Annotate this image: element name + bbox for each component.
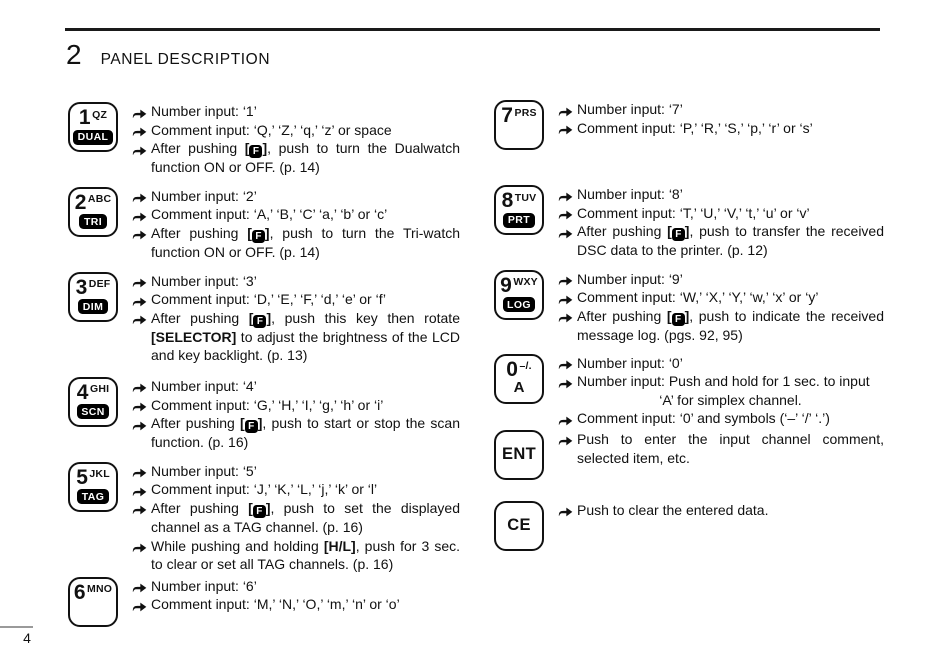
f-key-icon: F <box>245 420 258 433</box>
keycap-badge: TRI <box>79 214 106 229</box>
keycap-sub: A <box>513 378 525 396</box>
keycap-letters: PRS <box>514 106 537 119</box>
bullet-arrow-icon <box>132 294 147 307</box>
keycap-letters: GHI <box>89 383 110 396</box>
key-bullet-list <box>558 501 884 520</box>
keycap-6 <box>68 577 118 627</box>
bullet-arrow-icon <box>132 209 147 222</box>
f-key-icon: F <box>253 505 266 518</box>
bullet-item: Comment input: ‘T,’ ‘U,’ ‘V,’ ‘t,’ ‘u’ or ‘v’ <box>558 204 884 223</box>
keycap-digit: 9 <box>500 273 512 297</box>
bullet-item: Comment input: ‘M,’ ‘N,’ ‘O,’ ‘m,’ ‘n’ or ‘o’ <box>132 595 460 614</box>
bullet-item: Number input: ‘0’ <box>558 354 884 373</box>
bullet-arrow-icon <box>558 504 573 517</box>
bullet-arrow-icon <box>132 399 147 412</box>
chapter-number: 2 <box>66 39 82 70</box>
bullet-item: Number input: ‘6’ <box>132 577 460 596</box>
keycap-ent <box>494 430 544 480</box>
bullet-item: Comment input: ‘A,’ ‘B,’ ‘C’ ‘a,’ ‘b’ or ‘c’ <box>132 205 460 224</box>
bullet-item: While pushing and holding [H/L], push for 3 sec. to clear or set all TAG channels. (p. 16) <box>132 537 460 574</box>
bullet-arrow-icon <box>132 124 147 137</box>
key-description-row <box>68 577 460 629</box>
bullet-item: Comment input: ‘J,’ ‘K,’ ‘L,’ ‘j,’ ‘k’ or ‘l’ <box>132 480 460 499</box>
key-description-row <box>494 185 884 260</box>
f-key-icon: F <box>253 315 266 328</box>
bullet-arrow-icon <box>558 207 573 220</box>
keycap-digit: 0 <box>506 357 518 381</box>
keycap-digit: 4 <box>76 380 89 404</box>
keycap-letters: TUV <box>514 191 537 204</box>
key-bullet-list <box>132 577 460 614</box>
bullet-arrow-icon <box>132 599 147 612</box>
f-key-icon: F <box>252 230 265 243</box>
key-bullet-list <box>132 377 460 452</box>
bullet-item: After pushing [ F ], push to turn the Dualwatch function ON or OFF. (p. 14) <box>132 139 460 177</box>
keycap-top <box>502 190 537 211</box>
keycap-letters: JKL <box>89 468 110 481</box>
key-description-row <box>68 272 460 365</box>
bullet-arrow-icon <box>558 226 573 239</box>
keycap-digit: 3 <box>75 275 88 299</box>
key-description-row <box>68 377 460 452</box>
bullet-item: Comment input: ‘W,’ ‘X,’ ‘Y,’ ‘w,’ ‘x’ or ‘y’ <box>558 288 884 307</box>
bullet-arrow-icon <box>558 273 573 286</box>
f-key-icon: F <box>672 228 685 241</box>
bullet-item: After pushing [ F ], push to start or stop the scan function. (p. 16) <box>132 414 460 452</box>
bullet-item: Comment input: ‘P,’ ‘R,’ ‘S,’ ‘p,’ ‘r’ or ‘s’ <box>558 119 884 138</box>
keycap-7 <box>494 100 544 150</box>
bullet-arrow-icon <box>132 106 147 119</box>
keycap-5 <box>68 462 118 512</box>
footer-rule <box>0 626 33 628</box>
f-key-icon: F <box>249 145 262 158</box>
key-bullet-list <box>132 462 460 574</box>
bullet-arrow-icon <box>558 292 573 305</box>
bullet-arrow-icon <box>558 413 573 426</box>
keycap-digit: 8 <box>501 189 514 212</box>
bullet-arrow-icon <box>132 502 147 515</box>
key-bullet-list <box>558 270 884 345</box>
chapter-heading <box>66 40 270 70</box>
bullet-arrow-icon <box>558 376 573 389</box>
bullet-item: Push to clear the entered data. <box>558 501 884 520</box>
bullet-arrow-icon <box>558 357 573 370</box>
bullet-arrow-icon <box>558 189 573 202</box>
bullet-item: After pushing [ F ], push to transfer the received DSC data to the printer. (p. 12) <box>558 222 884 260</box>
bullet-item: Number input: ‘5’ <box>132 462 460 481</box>
keycap-8 <box>494 185 544 235</box>
key-bullet-list <box>132 102 460 177</box>
keycap-top <box>506 359 531 380</box>
bullet-item: Number input: ‘9’ <box>558 270 884 289</box>
bullet-item: After pushing [ F ], push to turn the Tri-watch function ON or OFF. (p. 14) <box>132 224 460 262</box>
keycap-digit: 6 <box>73 580 86 604</box>
key-column-right <box>494 100 884 563</box>
bullet-item: Number input: Push and hold for 1 sec. to input ‘A’ for simplex channel. <box>558 372 884 409</box>
bullet-arrow-icon <box>558 104 573 117</box>
keycap-top <box>77 382 109 403</box>
keycap-1 <box>68 102 118 152</box>
keycap-digit: 7 <box>501 104 513 127</box>
header-rule <box>65 28 880 31</box>
keycap-top <box>74 582 112 603</box>
bullet-arrow-icon <box>132 484 147 497</box>
keycap-label: CE <box>507 516 531 535</box>
page-number: 4 <box>23 630 31 646</box>
keycap-letters: QZ <box>92 108 108 121</box>
keycap-letters: DEF <box>88 278 111 291</box>
keycap-digit: 5 <box>76 465 88 489</box>
bullet-item: Comment input: ‘D,’ ‘E,’ ‘F,’ ‘d,’ ‘e’ or ‘f’ <box>132 290 460 309</box>
keycap-badge: DUAL <box>73 130 113 145</box>
key-description-row <box>494 354 884 428</box>
bullet-arrow-icon <box>132 540 147 553</box>
bullet-arrow-icon <box>132 143 147 156</box>
keycap-badge: TAG <box>77 489 109 504</box>
keycap-top <box>500 275 538 296</box>
keycap-badge: PRT <box>503 213 534 228</box>
key-description-row <box>68 187 460 262</box>
page-title: PANEL DESCRIPTION <box>100 51 271 68</box>
bullet-item: After pushing [ F ], push to set the displayed channel as a TAG channel. (p. 16) <box>132 499 460 537</box>
key-bullet-list <box>558 354 884 428</box>
keycap-letters: WXY <box>513 276 538 289</box>
bullet-item: Number input: ‘4’ <box>132 377 460 396</box>
bullet-item: Comment input: ‘Q,’ ‘Z,’ ‘q,’ ‘z’ or space <box>132 121 460 140</box>
bullet-arrow-icon <box>132 312 147 325</box>
bullet-item: Number input: ‘1’ <box>132 102 460 121</box>
keycap-badge: LOG <box>503 297 536 312</box>
key-description-row <box>494 270 884 345</box>
keycap-badge: DIM <box>78 299 107 314</box>
bullet-item: Comment input: ‘G,’ ‘H,’ ‘I,’ ‘g,’ ‘h’ or ‘i’ <box>132 396 460 415</box>
key-description-row <box>494 501 884 553</box>
keycap-label: ENT <box>502 445 536 464</box>
key-bullet-list <box>558 185 884 260</box>
bullet-item: Number input: ‘3’ <box>132 272 460 291</box>
keycap-3 <box>68 272 118 322</box>
keycap-top <box>501 105 536 126</box>
bullet-arrow-icon <box>132 275 147 288</box>
bullet-arrow-icon <box>558 310 573 323</box>
bullet-item: Comment input: ‘0’ and symbols (‘–’ ‘/’ ‘.’) <box>558 409 884 428</box>
bullet-arrow-icon <box>558 122 573 135</box>
bullet-item: Number input: ‘2’ <box>132 187 460 206</box>
keycap-top <box>75 192 112 213</box>
bullet-item: Push to enter the input channel comment, selected item, etc. <box>558 430 884 467</box>
keycap-badge: SCN <box>77 404 109 419</box>
key-bullet-list <box>132 272 460 365</box>
keycap-letters: MNO <box>87 583 113 596</box>
bullet-arrow-icon <box>132 418 147 431</box>
keycap-2 <box>68 187 118 237</box>
keycap-top <box>79 107 107 128</box>
keycap-4 <box>68 377 118 427</box>
key-description-row <box>494 430 884 482</box>
keycap-ce <box>494 501 544 551</box>
bullet-arrow-icon <box>132 380 147 393</box>
key-description-row <box>494 100 884 152</box>
key-bullet-list <box>558 100 884 137</box>
bullet-item: After pushing [ F ], push to indicate the received message log. (pgs. 92, 95) <box>558 307 884 345</box>
keycap-0 <box>494 354 544 404</box>
keycap-digit: 2 <box>74 190 87 214</box>
keycap-letters: ABC <box>87 193 112 206</box>
key-column-left <box>68 102 460 639</box>
bullet-arrow-icon <box>132 227 147 240</box>
bullet-item: After pushing [ F ], push this key then rotate [SELECTOR] to adjust the brightness of the LCD and key backlight. (p. 13) <box>132 309 460 365</box>
key-bullet-list <box>558 430 884 467</box>
key-description-row <box>68 102 460 177</box>
bullet-arrow-icon <box>132 190 147 203</box>
key-bullet-list <box>132 187 460 262</box>
keycap-digit: 1 <box>78 106 91 129</box>
bullet-arrow-icon <box>558 433 573 446</box>
bullet-item: Number input: ‘8’ <box>558 185 884 204</box>
bullet-item: Number input: ‘7’ <box>558 100 884 119</box>
keycap-9 <box>494 270 544 320</box>
bullet-arrow-icon <box>132 465 147 478</box>
bullet-arrow-icon <box>132 580 147 593</box>
keycap-letters: –/. <box>519 360 532 373</box>
key-description-row <box>68 462 460 574</box>
keycap-top <box>76 467 110 488</box>
keycap-top <box>76 277 111 298</box>
f-key-icon: F <box>672 313 685 326</box>
